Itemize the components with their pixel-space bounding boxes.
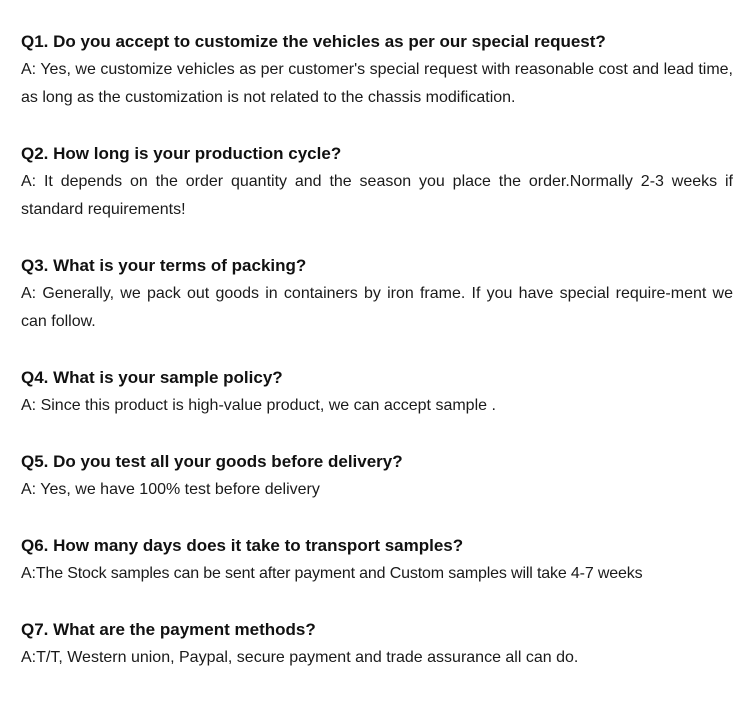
faq-question: Q3. What is your terms of packing? xyxy=(21,256,307,275)
faq-item-4 xyxy=(21,364,733,420)
faq-item-1 xyxy=(21,28,733,112)
faq-item-3 xyxy=(21,252,733,336)
faq-question: Q1. Do you accept to customize the vehicles as per our special request? xyxy=(21,32,606,51)
faq-answer: A: Generally, we pack out goods in containers by iron frame. If you have special require-ment we can follow. xyxy=(21,285,733,330)
faq-item-7 xyxy=(21,616,733,672)
faq-answer: A: Yes, we customize vehicles as per customer's special request with reasonable cost and lead time, as long as the customization is not related to the chassis modification. xyxy=(21,61,733,106)
faq-list xyxy=(21,28,733,700)
faq-question: Q7. What are the payment methods? xyxy=(21,620,316,639)
faq-question: Q2. How long is your production cycle? xyxy=(21,144,342,163)
faq-item-6 xyxy=(21,532,733,588)
faq-answer: A:T/T, Western union, Paypal, secure payment and trade assurance all can do. xyxy=(21,649,579,666)
faq-item-2 xyxy=(21,140,733,224)
faq-answer: A: Since this product is high-value product, we can accept sample . xyxy=(21,397,496,414)
faq-question: Q4. What is your sample policy? xyxy=(21,368,283,387)
faq-question: Q5. Do you test all your goods before delivery? xyxy=(21,452,403,471)
faq-question: Q6. How many days does it take to transport samples? xyxy=(21,536,464,555)
faq-answer: A: Yes, we have 100% test before delivery xyxy=(21,481,320,498)
faq-item-5 xyxy=(21,448,733,504)
faq-answer: A: It depends on the order quantity and the season you place the order.Normally 2-3 weeks if standard requirements! xyxy=(21,173,733,218)
faq-answer: A:The Stock samples can be sent after payment and Custom samples will take 4-7 weeks xyxy=(21,565,643,582)
